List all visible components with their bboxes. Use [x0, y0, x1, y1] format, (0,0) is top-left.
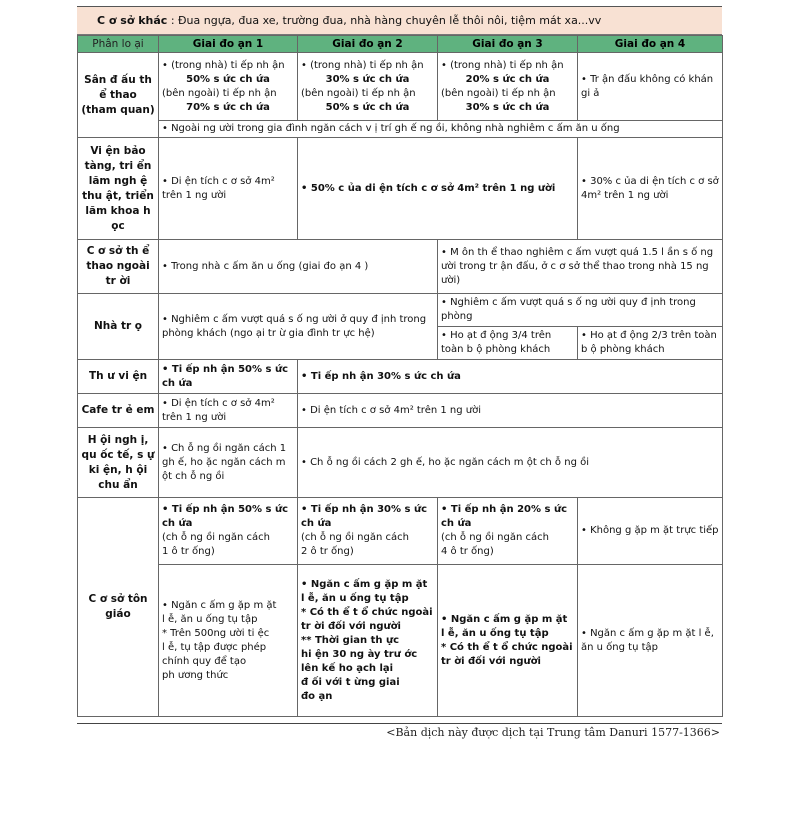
table-cell: • Ngăn c ấm g ặp m ặt l ễ, ăn u ống tụ tập * Có th ể t ổ chức ngoài tr ời đối với người: [438, 565, 578, 717]
row-category: Th ư vi ện: [78, 360, 159, 394]
table-cell: • Ho ạt đ ộng 2/3 trên toàn b ộ phòng khách: [578, 327, 723, 360]
table-cell: • M ôn th ể thao nghiêm c ấm vượt quá 1.5 l ần s ố ng ười trong tr ận đấu, ở c ơ sở thể thao trong nhà 15 ng ười): [438, 240, 723, 294]
header-banner: [77, 6, 722, 35]
regulation-table: [77, 35, 723, 717]
table-cell: • Nghiêm c ấm vượt quá s ố ng ười ở quy đ ịnh trong phòng khách (ngo ại tr ừ gia đình tr ực hệ): [159, 294, 438, 360]
row-category: H ội ngh ị, qu ốc tế, s ự ki ện, h ội chu ẩn: [78, 428, 159, 498]
table-cell: • Ngăn c ấm g ặp m ặt l ễ, ăn u ống tụ tập: [578, 565, 723, 717]
table-cell: • Ti ếp nh ận 50% s ức ch ứa (ch ỗ ng ồi ngăn cách 1 ô tr ống): [159, 498, 298, 565]
table-row: [78, 121, 723, 138]
bottom-rule: [77, 723, 722, 724]
table-cell: • Ti ếp nh ận 30% s ức ch ứa (ch ỗ ng ồi ngăn cách 2 ô tr ống): [298, 498, 438, 565]
table-cell: • (trong nhà) ti ếp nh ận 30% s ức ch ứa (bên ngoài) ti ếp nh ận 50% s ức ch ứa: [298, 53, 438, 121]
table-cell: • 50% c ủa di ện tích c ơ sở 4m² trên 1 ng ười: [298, 138, 578, 240]
table-cell: • Ti ếp nh ận 20% s ức ch ứa (ch ỗ ng ồi ngăn cách 4 ô tr ống): [438, 498, 578, 565]
table-cell: • Di ện tích c ơ sở 4m² trên 1 ng ười: [159, 138, 298, 240]
table-cell: • (trong nhà) ti ếp nh ận 50% s ức ch ứa (bên ngoài) ti ếp nh ận 70% s ức ch ứa: [159, 53, 298, 121]
table-row: [78, 360, 723, 394]
table-cell: • Di ện tích c ơ sở 4m² trên 1 ng ười: [298, 394, 723, 428]
table-cell: • Ch ỗ ng ồi cách 2 gh ế, ho ặc ngăn cách m ột ch ỗ ng ồi: [298, 428, 723, 498]
table-cell: • Di ện tích c ơ sở 4m² trên 1 ng ười: [159, 394, 298, 428]
row-category: C ơ sở tôn giáo: [78, 498, 159, 717]
table-cell: • Tr ận đấu không có khán gi ả: [578, 53, 723, 121]
translation-footer: <Bản dịch này được dịch tại Trung tâm Danuri 1577-1366>: [386, 726, 720, 739]
table-cell: • Ngăn c ấm g ặp m ặt l ễ, ăn u ống tụ tập * Có th ể t ổ chức ngoài tr ời đối với người ** Thời gian th ực hi ện 30 ng ày trư ớc lên kế ho ạch lại đ ối với t ừng giai đo ạn: [298, 565, 438, 717]
column-header: Phân lo ại: [78, 36, 159, 53]
table-cell: • Không g ặp m ặt trực tiếp: [578, 498, 723, 565]
table-cell: • Ti ếp nh ận 50% s ức ch ứa: [159, 360, 298, 394]
table-cell: • Trong nhà c ấm ăn u ống (giai đo ạn 4 ): [159, 240, 438, 294]
table-row: [78, 294, 723, 327]
header-text: : Đua ngựa, đua xe, trường đua, nhà hàng chuyên lễ thôi nôi, tiệm mát xa...vv: [170, 14, 602, 27]
column-header: Giai đo ạn 2: [298, 36, 438, 53]
table-row: [78, 428, 723, 498]
column-header: Giai đo ạn 1: [159, 36, 298, 53]
table-row: [78, 53, 723, 121]
table-cell: • Ngăn c ấm g ặp m ặt l ễ, ăn u ống tụ tập * Trên 500ng ười ti ệc l ễ, tụ tập được phép chính quy để tạo ph ương thức: [159, 565, 298, 717]
table-row: [78, 138, 723, 240]
table-row: [78, 565, 723, 717]
table-cell: • Nghiêm c ấm vượt quá s ố ng ười quy đ ịnh trong phòng: [438, 294, 723, 327]
row-category: C ơ sở th ể thao ngoài tr ời: [78, 240, 159, 294]
row-category: Cafe tr ẻ em: [78, 394, 159, 428]
table-cell: • (trong nhà) ti ếp nh ận 20% s ức ch ứa (bên ngoài) ti ếp nh ận 30% s ức ch ứa: [438, 53, 578, 121]
table-cell: • Ch ỗ ng ồi ngăn cách 1 gh ế, ho ặc ngăn cách m ột ch ỗ ng ồi: [159, 428, 298, 498]
table-cell: • Ho ạt đ ộng 3/4 trên toàn b ộ phòng khách: [438, 327, 578, 360]
table-row: [78, 498, 723, 565]
document-page: [77, 6, 722, 717]
header-label: C ơ sở khác: [97, 14, 168, 27]
table-cell: • Ngoài ng ười trong gia đình ngăn cách v ị trí gh ế ng ồi, không nhà nghiêm c ấm ăn u ống: [159, 121, 723, 138]
column-header: Giai đo ạn 3: [438, 36, 578, 53]
table-cell: • 30% c ủa di ện tích c ơ sở 4m² trên 1 ng ười: [578, 138, 723, 240]
row-category: Sân đ ấu th ể thao (tham quan): [78, 53, 159, 138]
table-row: [78, 394, 723, 428]
table-row: [78, 240, 723, 294]
column-header: Giai đo ạn 4: [578, 36, 723, 53]
table-cell: • Ti ếp nh ận 30% s ức ch ứa: [298, 360, 723, 394]
table-header-row: [78, 36, 723, 53]
row-category: Vi ện bảo tàng, tri ển lãm ngh ệ thu ật, triển lãm khoa h ọc: [78, 138, 159, 240]
row-category: Nhà tr ọ: [78, 294, 159, 360]
